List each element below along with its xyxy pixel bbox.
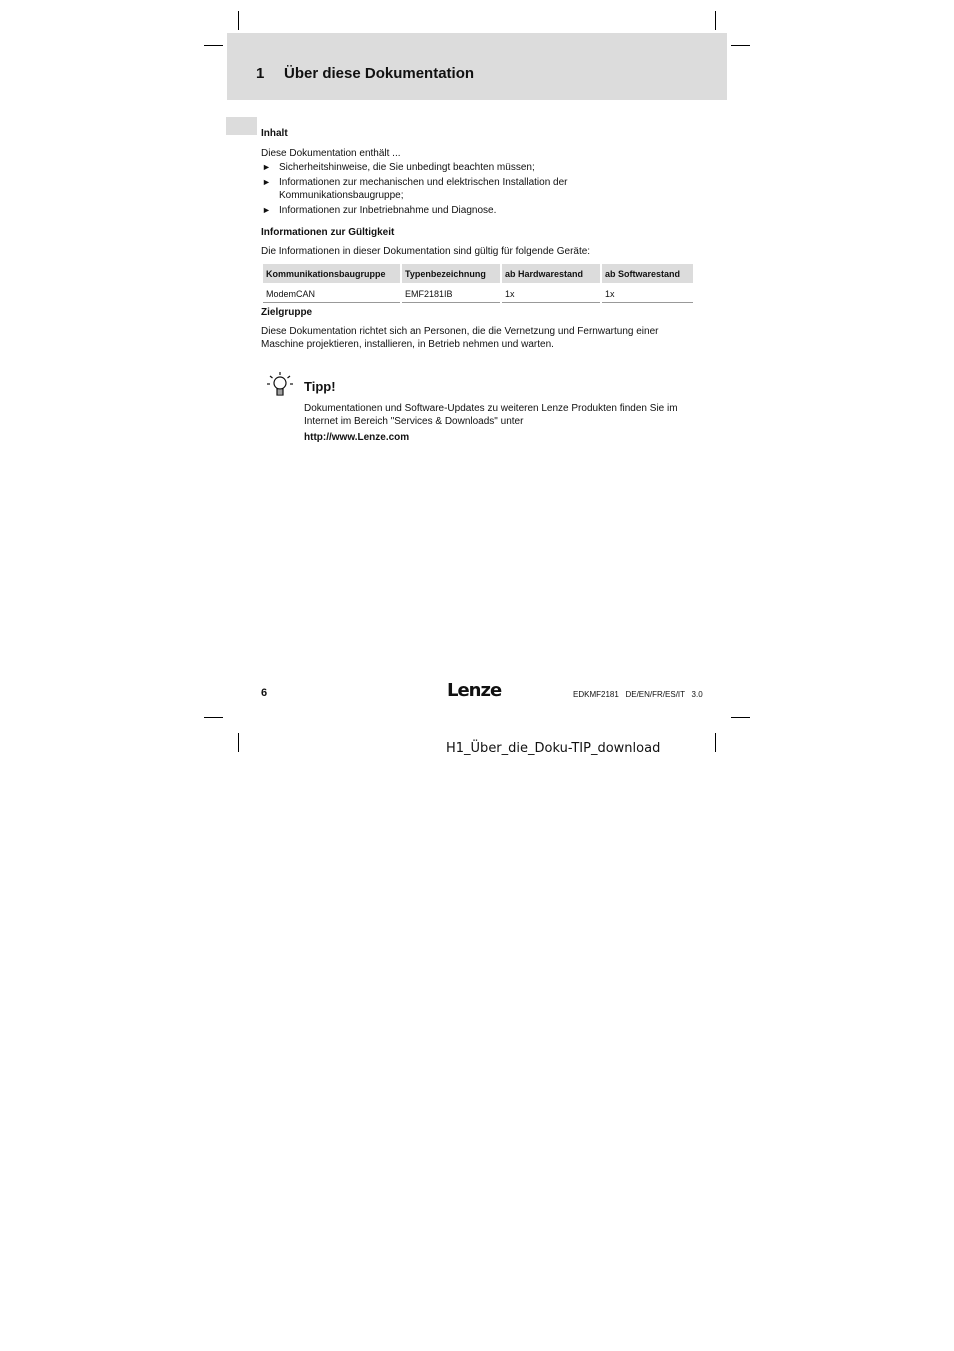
- file-name-label: H1_Über_die_Doku-TIP_download: [446, 741, 661, 756]
- table-header-row: [263, 264, 693, 283]
- section-heading-inhalt: Inhalt: [261, 128, 288, 139]
- crop-mark: [204, 717, 223, 718]
- page-number: 6: [261, 687, 268, 699]
- document-reference: EDKMF2181 DE/EN/FR/ES/IT 3.0: [573, 690, 703, 699]
- table-header-cell: Typenbezeichnung: [402, 264, 500, 283]
- validity-table: [261, 264, 695, 303]
- lightbulb-icon: [265, 370, 295, 400]
- crop-mark: [731, 45, 750, 46]
- table-header-cell: Kommunikationsbaugruppe: [263, 264, 400, 283]
- bullet-arrow-icon: ►: [262, 177, 271, 187]
- list-item-text: Informationen zur mechanischen und elektrischen Installation der Kommunikationsbaugruppe;: [279, 177, 568, 201]
- crop-mark: [715, 733, 716, 752]
- inhalt-bullet-list: [261, 161, 701, 219]
- inhalt-intro: Diese Dokumentation enthält ...: [261, 148, 401, 159]
- list-item: [261, 161, 701, 174]
- table-row: [263, 283, 693, 303]
- bullet-arrow-icon: ►: [262, 162, 271, 172]
- side-tab: [226, 117, 257, 135]
- tip-title: Tipp!: [304, 379, 336, 394]
- list-item-text: Informationen zur Inbetriebnahme und Diagnose.: [279, 205, 497, 216]
- list-item-text: Sicherheitshinweise, die Sie unbedingt beachten müssen;: [279, 162, 535, 173]
- zielgruppe-text: Diese Dokumentation richtet sich an Personen, die die Vernetzung und Fernwartung einer Maschine projektieren, installieren, in Betrieb nehmen und warten.: [261, 326, 659, 350]
- crop-mark: [238, 11, 239, 30]
- tip-link[interactable]: http://www.Lenze.com: [304, 432, 410, 443]
- crop-mark: [731, 717, 750, 718]
- table-header-cell: ab Softwarestand: [602, 264, 693, 283]
- table-cell: 1x: [502, 283, 600, 303]
- section-heading-gueltigkeit: Informationen zur Gültigkeit: [261, 227, 395, 238]
- table-cell: 1x: [602, 283, 693, 303]
- table-cell: ModemCAN: [263, 283, 400, 303]
- bullet-arrow-icon: ►: [262, 205, 271, 215]
- chapter-title: Über diese Dokumentation: [284, 65, 475, 82]
- lenze-logo: Lenze: [447, 680, 502, 701]
- tip-text: Dokumentationen und Software-Updates zu weiteren Lenze Produkten finden Sie im Internet im Bereich "Services & Downloads" unter: [304, 403, 678, 427]
- chapter-number: 1: [256, 65, 265, 82]
- gueltigkeit-text: Die Informationen in dieser Dokumentation sind gültig für folgende Geräte:: [261, 246, 591, 257]
- table-cell: EMF2181IB: [402, 283, 500, 303]
- table-header-cell: ab Hardwarestand: [502, 264, 600, 283]
- list-item: [261, 204, 701, 217]
- crop-mark: [715, 11, 716, 30]
- list-item: [261, 176, 619, 202]
- crop-mark: [204, 45, 223, 46]
- section-heading-zielgruppe: Zielgruppe: [261, 307, 313, 318]
- crop-mark: [238, 733, 239, 752]
